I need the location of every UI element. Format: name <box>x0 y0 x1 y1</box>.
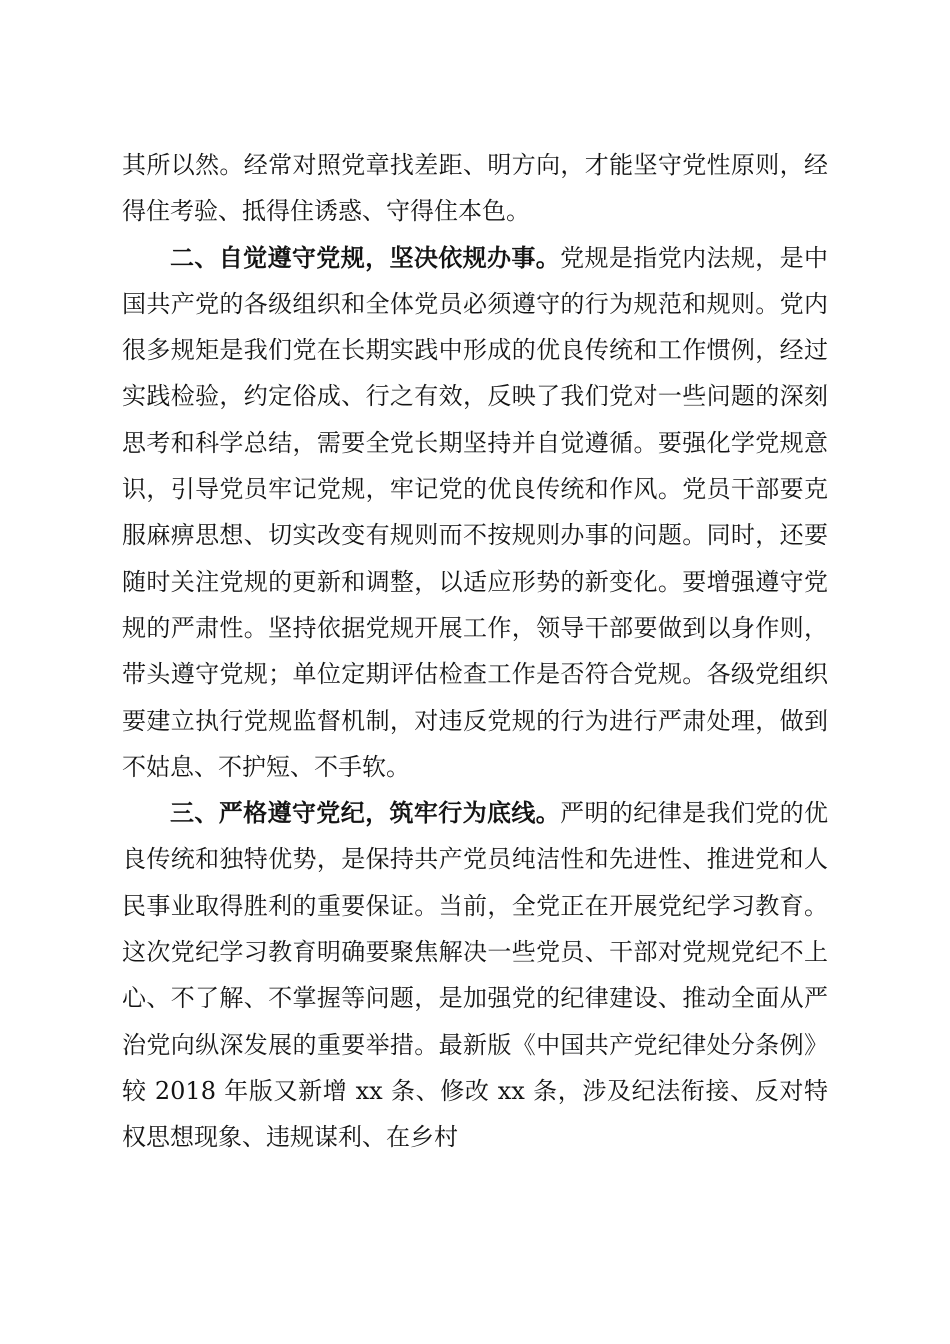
paragraph-text: 严明的纪律是我们党的优良传统和独特优势，是保持共产党员纯洁性和先进性、推进党和人民事业取得胜利的重要保证。当前，全党正在开展党纪学习教育。这次党纪学习教育明确要聚焦解决一些党员、干部对党规党纪不上心、不了解、不掌握等问题，是加强党的纪律建设、推动全面从严治党向纵深发展的重要举措。最新版《中国共产党纪律处分条例》较 2018 年版又新增 xx 条、修改 xx 条，涉及纪法衔接、反对特权思想现象、违规谋利、在乡村 <box>122 799 829 1152</box>
paragraph-section-two <box>122 235 828 791</box>
paragraph-continuation <box>122 142 828 235</box>
section-heading-three: 三、严格遵守党纪，筑牢行为底线。 <box>170 799 561 828</box>
document-body <box>122 142 828 1161</box>
paragraph-section-three <box>122 790 828 1160</box>
section-heading-two: 二、自觉遵守党规，坚决依规办事。 <box>170 243 561 272</box>
paragraph-text: 党规是指党内法规，是中国共产党的各级组织和全体党员必须遵守的行为规范和规则。党内很多规矩是我们党在长期实践中形成的优良传统和工作惯例，经过实践检验，约定俗成、行之有效，反映了我们党对一些问题的深刻思考和科学总结，需要全党长期坚持并自觉遵循。要强化学党规意识，引导党员牢记党规，牢记党的优良传统和作风。党员干部要克服麻痹思想、切实改变有规则而不按规则办事的问题。同时，还要随时关注党规的更新和调整，以适应形势的新变化。要增强遵守党规的严肃性。坚持依据党规开展工作，领导干部要做到以身作则，带头遵守党规；单位定期评估检查工作是否符合党规。各级党组织要建立执行党规监督机制，对违反党规的行为进行严肃处理，做到不姑息、不护短、不手软。 <box>122 243 829 781</box>
paragraph-text: 其所以然。经常对照党章找差距、明方向，才能坚守党性原则，经得住考验、抵得住诱惑、守得住本色。 <box>122 151 828 226</box>
